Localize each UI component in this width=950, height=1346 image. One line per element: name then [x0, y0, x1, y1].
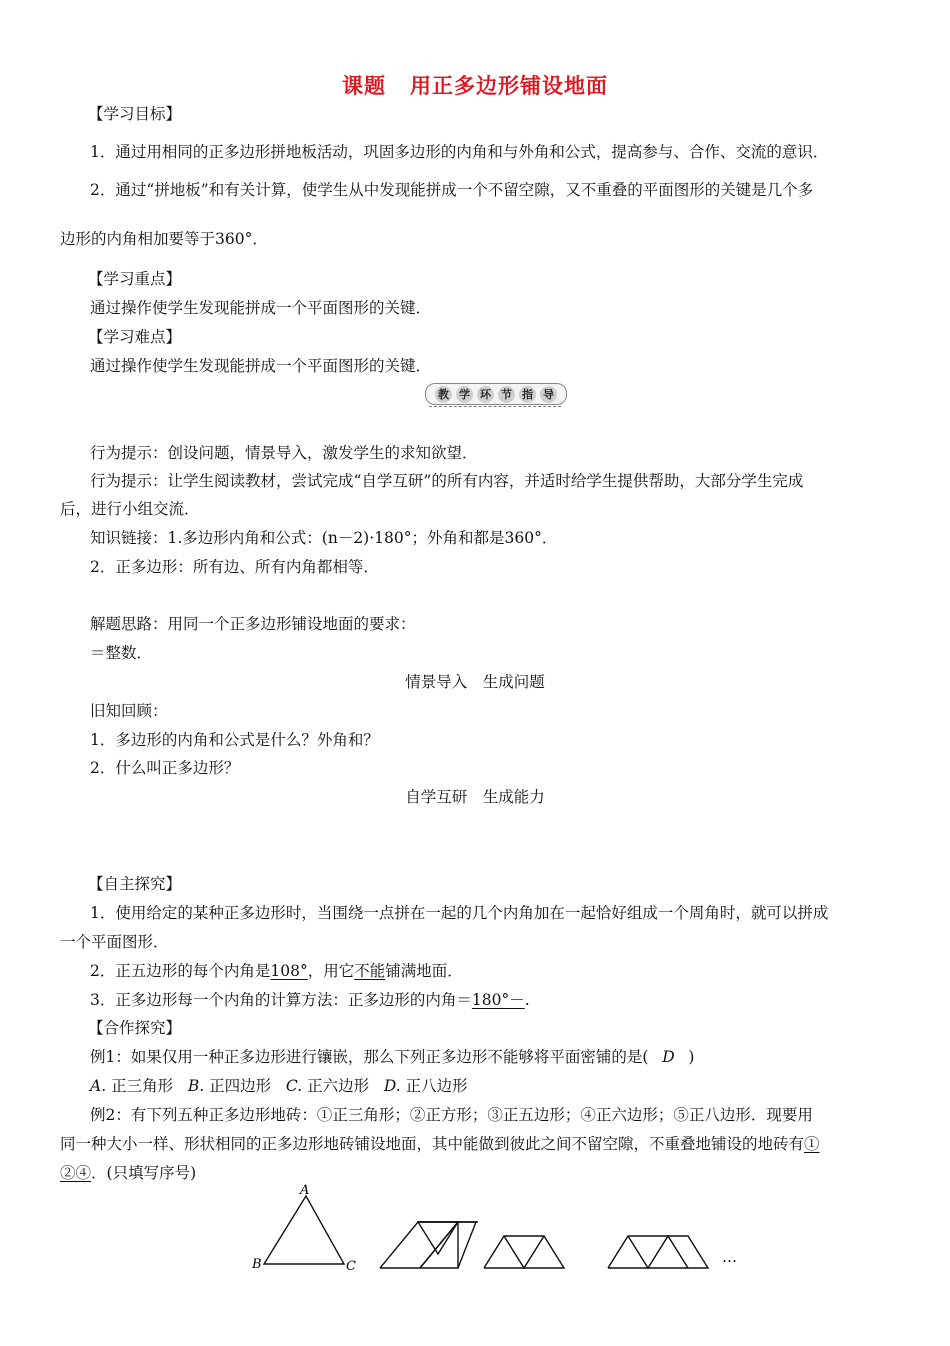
- explore-item-1-line2: 一个平面图形．: [60, 933, 169, 951]
- behavior-hint-2-line1: 行为提示：让学生阅读教材，尝试完成“自学互研”的所有内容，并适时给学生提供帮助，大部分学生完成: [90, 472, 804, 490]
- example-2-text: ．(只填写序号): [91, 1164, 197, 1182]
- option-letter: D.: [383, 1077, 401, 1095]
- banner-char: 指: [519, 386, 536, 403]
- option-text: 正四边形: [209, 1077, 272, 1095]
- behavior-hint-1: 行为提示：创设问题，情景导入，激发学生的求知欲望．: [90, 444, 478, 462]
- example-1-close: ): [688, 1048, 695, 1066]
- explore-item-3: [90, 990, 530, 1010]
- option-text: 正三角形: [111, 1077, 174, 1095]
- explore-item-2-text: 2．正五边形的每个内角是: [90, 962, 271, 980]
- example-2-answer: ②④: [60, 1164, 92, 1182]
- answer-angle-formula: 180°－: [471, 991, 525, 1009]
- explore-item-2-text: 铺满地面．: [385, 962, 463, 980]
- explore-item-1-line1: 1．使用给定的某种正多边形时，当围绕一点拼在一起的几个内角加在一起恰好组成一个周角时，就可以拼成: [90, 904, 829, 922]
- explore-heading: 【自主探究】: [88, 875, 182, 893]
- review-question-1: 1．多边形的内角和公式是什么？外角和？: [90, 731, 379, 749]
- example-1-text: 例1：如果仅用一种正多边形进行镶嵌，那么下列正多边形不能够将平面密铺的是(: [90, 1048, 649, 1066]
- tile-trapezoid-b: [484, 1236, 564, 1268]
- answer-cannot: 不能: [354, 962, 386, 980]
- knowledge-link-1: 知识链接：1.多边形内角和公式：(n－2)·180°；外角和都是360°．: [90, 529, 558, 547]
- review-label: 旧知回顾：: [90, 702, 168, 720]
- banner-char: 导: [540, 386, 557, 403]
- example-1-options: [90, 1076, 468, 1096]
- difficulties-heading: 【学习难点】: [88, 328, 182, 346]
- vertex-c-label: C: [346, 1259, 356, 1274]
- example-2-line1: 例2：有下列五种正多边形地砖：①正三角形；②正方形；③正五边形；④正六边形；⑤正八边形．现要用: [90, 1106, 813, 1124]
- option-letter: A.: [90, 1077, 107, 1095]
- banner-char: 节: [498, 386, 515, 403]
- goal-item-1: 1．通过用相同的正多边形拼地板活动，巩固多边形的内角和与外角和公式，提高参与、合作、交流的意识．: [90, 143, 829, 161]
- goal-item-2-line1: 2．通过“拼地板”和有关计算，使学生从中发现能拼成一个不留空隙，又不重叠的平面图形的关键是几个多: [90, 181, 814, 199]
- banner-char: 学: [456, 386, 473, 403]
- page-title: [0, 70, 950, 100]
- triangle-abc: [264, 1196, 344, 1264]
- parallelogram-tiles: [418, 1222, 458, 1254]
- answer-interior-angle: 108°: [270, 962, 308, 980]
- goal-item-2-line2: 边形的内角相加要等于360°．: [60, 230, 268, 248]
- goals-heading: 【学习目标】: [88, 105, 182, 123]
- key-points-heading: 【学习重点】: [88, 270, 182, 288]
- review-question-2: 2．什么叫正多边形？: [90, 759, 240, 777]
- banner-divider: [429, 406, 561, 407]
- option-letter: B.: [187, 1077, 205, 1095]
- title-label: 课题: [342, 74, 386, 98]
- explore-item-2: [90, 961, 463, 981]
- behavior-hint-2-line2: 后，进行小组交流．: [60, 500, 200, 518]
- banner-char: 教: [435, 386, 452, 403]
- difficulties-text: 通过操作使学生发现能拼成一个平面图形的关键．: [90, 357, 432, 375]
- explore-item-2-text: ，用它: [307, 962, 355, 980]
- explore-item-3-text: 3．正多边形每一个内角的计算方法：正多边形的内角＝: [90, 991, 472, 1009]
- option-text: 正六边形: [307, 1077, 370, 1095]
- option-text: 正八边形: [405, 1077, 468, 1095]
- knowledge-link-2: 2．正多边形：所有边、所有内角都相等．: [90, 558, 379, 576]
- option-letter: C.: [285, 1077, 303, 1095]
- teaching-guide-banner: [425, 383, 565, 409]
- example-1-answer: D: [662, 1048, 675, 1066]
- coop-heading: 【合作探究】: [88, 1019, 182, 1037]
- example-2-text: 同一种大小一样、形状相同的正多边形地砖铺设地面，其中能做到彼此之间不留空隙，不重叠地铺设的地砖有: [60, 1135, 805, 1153]
- example-2-line2: [60, 1134, 820, 1154]
- solution-idea-2: ＝整数．: [90, 644, 153, 662]
- triangle-tiling-figure: [240, 1178, 760, 1278]
- vertex-a-label: A: [300, 1183, 310, 1198]
- tile-pair-a: [380, 1222, 458, 1268]
- figure-ellipsis: …: [722, 1248, 737, 1266]
- section-heading-self-study: 自学互研 生成能力: [405, 788, 545, 806]
- solution-idea: 解题思路：用同一个正多边形铺设地面的要求：: [90, 615, 416, 633]
- example-2-answer: ①: [804, 1135, 820, 1153]
- vertex-b-label: B: [252, 1257, 262, 1272]
- example-1: [90, 1047, 694, 1067]
- title-text: 用正多边形铺设地面: [410, 74, 608, 98]
- example-2-line3: [60, 1163, 196, 1183]
- key-points-text: 通过操作使学生发现能拼成一个平面图形的关键．: [90, 299, 432, 317]
- section-heading-intro: 情景导入 生成问题: [405, 673, 545, 691]
- banner-char: 环: [477, 386, 494, 403]
- explore-item-3-text: .: [524, 991, 530, 1009]
